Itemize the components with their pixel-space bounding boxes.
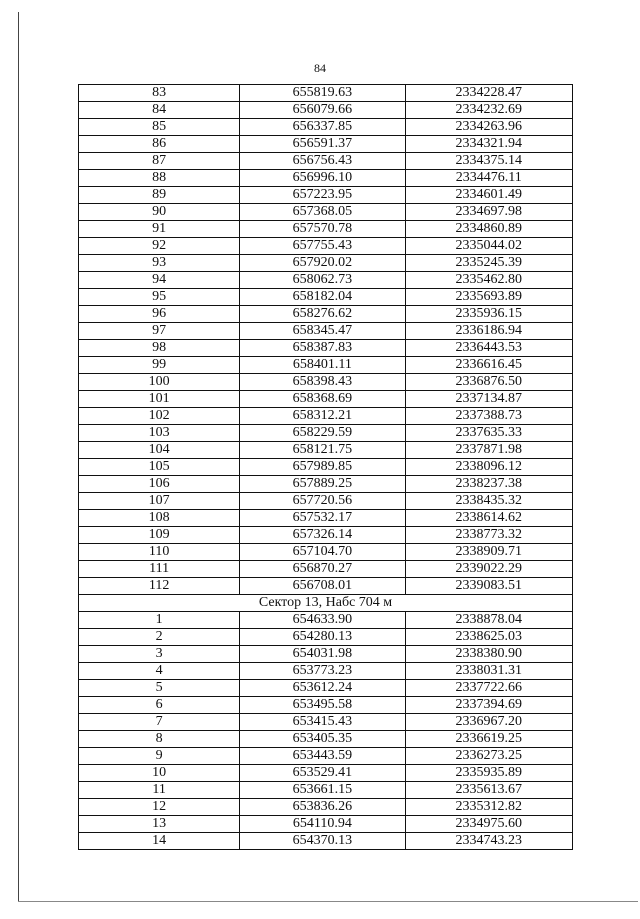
table-row: [79, 391, 573, 408]
point-number-cell: 2: [79, 629, 240, 646]
table-row: [79, 731, 573, 748]
table-row: [79, 816, 573, 833]
y-coordinate-cell: 2338625.03: [405, 629, 572, 646]
x-coordinate-cell: 657326.14: [240, 527, 405, 544]
x-coordinate-cell: 657989.85: [240, 459, 405, 476]
table-row: [79, 578, 573, 595]
y-coordinate-cell: 2337134.87: [405, 391, 572, 408]
table-row: [79, 306, 573, 323]
coordinates-table-body-top: [79, 85, 573, 595]
table-row: [79, 663, 573, 680]
x-coordinate-cell: 658182.04: [240, 289, 405, 306]
y-coordinate-cell: 2337722.66: [405, 680, 572, 697]
x-coordinate-cell: 657532.17: [240, 510, 405, 527]
point-number-cell: 90: [79, 204, 240, 221]
y-coordinate-cell: 2336186.94: [405, 323, 572, 340]
table-row: [79, 629, 573, 646]
scan-border-bottom: [18, 901, 638, 902]
point-number-cell: 108: [79, 510, 240, 527]
point-number-cell: 99: [79, 357, 240, 374]
y-coordinate-cell: 2338237.38: [405, 476, 572, 493]
table-row: [79, 153, 573, 170]
table-row: [79, 646, 573, 663]
y-coordinate-cell: 2334228.47: [405, 85, 572, 102]
y-coordinate-cell: 2339083.51: [405, 578, 572, 595]
point-number-cell: 88: [79, 170, 240, 187]
y-coordinate-cell: 2337871.98: [405, 442, 572, 459]
point-number-cell: 9: [79, 748, 240, 765]
table-row: [79, 255, 573, 272]
point-number-cell: 110: [79, 544, 240, 561]
y-coordinate-cell: 2334375.14: [405, 153, 572, 170]
table-row: [79, 289, 573, 306]
point-number-cell: 10: [79, 765, 240, 782]
x-coordinate-cell: 653443.59: [240, 748, 405, 765]
section-header-row: [79, 595, 573, 612]
point-number-cell: 97: [79, 323, 240, 340]
point-number-cell: 5: [79, 680, 240, 697]
table-row: [79, 544, 573, 561]
x-coordinate-cell: 656079.66: [240, 102, 405, 119]
table-row: [79, 323, 573, 340]
table-row: [79, 408, 573, 425]
point-number-cell: 105: [79, 459, 240, 476]
x-coordinate-cell: 656337.85: [240, 119, 405, 136]
x-coordinate-cell: 658387.83: [240, 340, 405, 357]
y-coordinate-cell: 2337635.33: [405, 425, 572, 442]
x-coordinate-cell: 653773.23: [240, 663, 405, 680]
point-number-cell: 4: [79, 663, 240, 680]
x-coordinate-cell: 654110.94: [240, 816, 405, 833]
section-title: Сектор 13, Набс 704 м: [79, 595, 573, 612]
point-number-cell: 112: [79, 578, 240, 595]
x-coordinate-cell: 653415.43: [240, 714, 405, 731]
y-coordinate-cell: 2336273.25: [405, 748, 572, 765]
x-coordinate-cell: 653529.41: [240, 765, 405, 782]
point-number-cell: 91: [79, 221, 240, 238]
table-row: [79, 170, 573, 187]
point-number-cell: 107: [79, 493, 240, 510]
table-row: [79, 612, 573, 629]
table-row: [79, 714, 573, 731]
y-coordinate-cell: 2339022.29: [405, 561, 572, 578]
y-coordinate-cell: 2334975.60: [405, 816, 572, 833]
point-number-cell: 96: [79, 306, 240, 323]
point-number-cell: 86: [79, 136, 240, 153]
point-number-cell: 7: [79, 714, 240, 731]
point-number-cell: 85: [79, 119, 240, 136]
table-row: [79, 697, 573, 714]
y-coordinate-cell: 2334743.23: [405, 833, 572, 850]
y-coordinate-cell: 2336619.25: [405, 731, 572, 748]
y-coordinate-cell: 2338031.31: [405, 663, 572, 680]
table-row: [79, 527, 573, 544]
table-row: [79, 119, 573, 136]
point-number-cell: 92: [79, 238, 240, 255]
table-row: [79, 765, 573, 782]
x-coordinate-cell: 658229.59: [240, 425, 405, 442]
y-coordinate-cell: 2338435.32: [405, 493, 572, 510]
table-row: [79, 136, 573, 153]
y-coordinate-cell: 2338909.71: [405, 544, 572, 561]
x-coordinate-cell: 657570.78: [240, 221, 405, 238]
point-number-cell: 89: [79, 187, 240, 204]
table-row: [79, 442, 573, 459]
table-row: [79, 204, 573, 221]
point-number-cell: 11: [79, 782, 240, 799]
x-coordinate-cell: 657720.56: [240, 493, 405, 510]
y-coordinate-cell: 2334321.94: [405, 136, 572, 153]
y-coordinate-cell: 2334860.89: [405, 221, 572, 238]
table-row: [79, 561, 573, 578]
x-coordinate-cell: 658401.11: [240, 357, 405, 374]
x-coordinate-cell: 656756.43: [240, 153, 405, 170]
x-coordinate-cell: 653836.26: [240, 799, 405, 816]
table-row: [79, 476, 573, 493]
point-number-cell: 111: [79, 561, 240, 578]
coordinates-table: [78, 84, 573, 850]
y-coordinate-cell: 2334263.96: [405, 119, 572, 136]
table-row: [79, 680, 573, 697]
y-coordinate-cell: 2335936.15: [405, 306, 572, 323]
point-number-cell: 94: [79, 272, 240, 289]
y-coordinate-cell: 2335245.39: [405, 255, 572, 272]
point-number-cell: 3: [79, 646, 240, 663]
y-coordinate-cell: 2335044.02: [405, 238, 572, 255]
point-number-cell: 8: [79, 731, 240, 748]
y-coordinate-cell: 2335613.67: [405, 782, 572, 799]
point-number-cell: 104: [79, 442, 240, 459]
y-coordinate-cell: 2338878.04: [405, 612, 572, 629]
x-coordinate-cell: 653612.24: [240, 680, 405, 697]
x-coordinate-cell: 657368.05: [240, 204, 405, 221]
x-coordinate-cell: 658276.62: [240, 306, 405, 323]
x-coordinate-cell: 655819.63: [240, 85, 405, 102]
y-coordinate-cell: 2335935.89: [405, 765, 572, 782]
table-row: [79, 782, 573, 799]
table-row: [79, 221, 573, 238]
y-coordinate-cell: 2337388.73: [405, 408, 572, 425]
x-coordinate-cell: 654633.90: [240, 612, 405, 629]
table-row: [79, 357, 573, 374]
y-coordinate-cell: 2336876.50: [405, 374, 572, 391]
page-number: 84: [314, 61, 326, 75]
table-row: [79, 272, 573, 289]
y-coordinate-cell: 2335462.80: [405, 272, 572, 289]
y-coordinate-cell: 2338096.12: [405, 459, 572, 476]
point-number-cell: 109: [79, 527, 240, 544]
scan-border-left: [18, 12, 19, 902]
y-coordinate-cell: 2334476.11: [405, 170, 572, 187]
y-coordinate-cell: 2335693.89: [405, 289, 572, 306]
x-coordinate-cell: 657104.70: [240, 544, 405, 561]
x-coordinate-cell: 658062.73: [240, 272, 405, 289]
table-row: [79, 799, 573, 816]
x-coordinate-cell: 657920.02: [240, 255, 405, 272]
x-coordinate-cell: 653661.15: [240, 782, 405, 799]
point-number-cell: 13: [79, 816, 240, 833]
x-coordinate-cell: 658312.21: [240, 408, 405, 425]
point-number-cell: 106: [79, 476, 240, 493]
y-coordinate-cell: 2338773.32: [405, 527, 572, 544]
table-row: [79, 374, 573, 391]
y-coordinate-cell: 2338614.62: [405, 510, 572, 527]
x-coordinate-cell: 656708.01: [240, 578, 405, 595]
point-number-cell: 98: [79, 340, 240, 357]
table-row: [79, 85, 573, 102]
y-coordinate-cell: 2336616.45: [405, 357, 572, 374]
x-coordinate-cell: 653495.58: [240, 697, 405, 714]
x-coordinate-cell: 658398.43: [240, 374, 405, 391]
table-row: [79, 510, 573, 527]
y-coordinate-cell: 2337394.69: [405, 697, 572, 714]
point-number-cell: 12: [79, 799, 240, 816]
section-header-body: [79, 595, 573, 612]
point-number-cell: 6: [79, 697, 240, 714]
table-row: [79, 459, 573, 476]
point-number-cell: 93: [79, 255, 240, 272]
point-number-cell: 103: [79, 425, 240, 442]
point-number-cell: 87: [79, 153, 240, 170]
x-coordinate-cell: 658368.69: [240, 391, 405, 408]
table-row: [79, 340, 573, 357]
x-coordinate-cell: 654370.13: [240, 833, 405, 850]
y-coordinate-cell: 2334601.49: [405, 187, 572, 204]
coordinates-table-body-bottom: [79, 612, 573, 850]
table-row: [79, 102, 573, 119]
x-coordinate-cell: 656996.10: [240, 170, 405, 187]
x-coordinate-cell: 658345.47: [240, 323, 405, 340]
x-coordinate-cell: 657889.25: [240, 476, 405, 493]
x-coordinate-cell: 657755.43: [240, 238, 405, 255]
y-coordinate-cell: 2335312.82: [405, 799, 572, 816]
x-coordinate-cell: 653405.35: [240, 731, 405, 748]
y-coordinate-cell: 2336967.20: [405, 714, 572, 731]
x-coordinate-cell: 658121.75: [240, 442, 405, 459]
table-row: [79, 493, 573, 510]
x-coordinate-cell: 654280.13: [240, 629, 405, 646]
table-row: [79, 187, 573, 204]
x-coordinate-cell: 657223.95: [240, 187, 405, 204]
table-row: [79, 748, 573, 765]
x-coordinate-cell: 654031.98: [240, 646, 405, 663]
point-number-cell: 101: [79, 391, 240, 408]
point-number-cell: 84: [79, 102, 240, 119]
y-coordinate-cell: 2334697.98: [405, 204, 572, 221]
table-row: [79, 833, 573, 850]
point-number-cell: 95: [79, 289, 240, 306]
table-row: [79, 425, 573, 442]
x-coordinate-cell: 656591.37: [240, 136, 405, 153]
point-number-cell: 1: [79, 612, 240, 629]
y-coordinate-cell: 2334232.69: [405, 102, 572, 119]
y-coordinate-cell: 2338380.90: [405, 646, 572, 663]
x-coordinate-cell: 656870.27: [240, 561, 405, 578]
table-row: [79, 238, 573, 255]
point-number-cell: 14: [79, 833, 240, 850]
point-number-cell: 100: [79, 374, 240, 391]
y-coordinate-cell: 2336443.53: [405, 340, 572, 357]
point-number-cell: 83: [79, 85, 240, 102]
point-number-cell: 102: [79, 408, 240, 425]
